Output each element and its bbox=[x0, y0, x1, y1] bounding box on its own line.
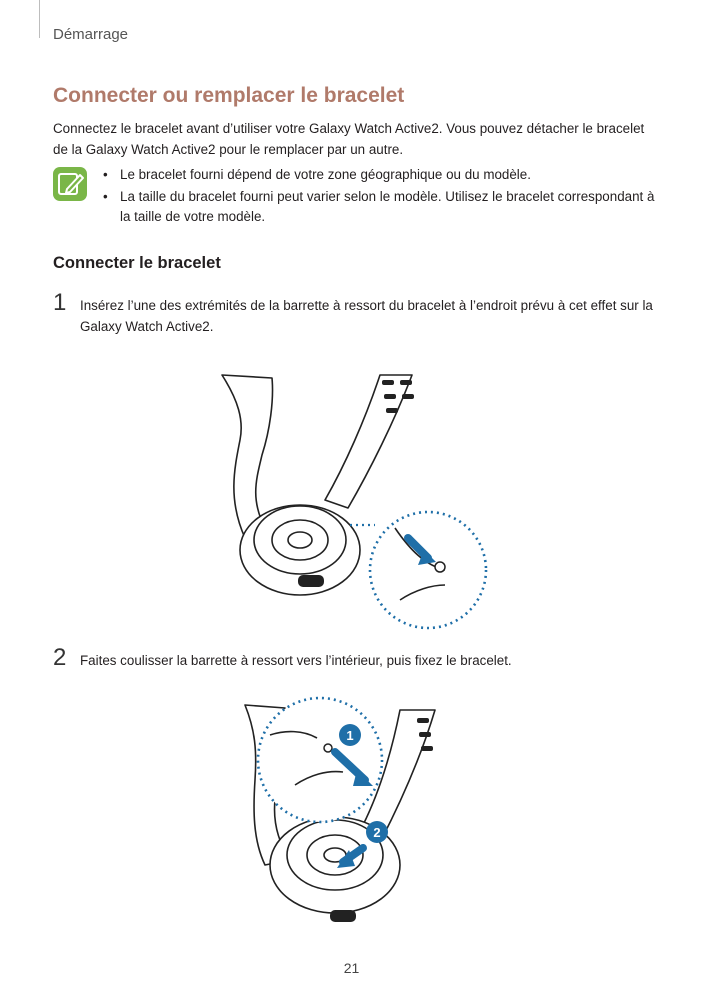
callout-1: 1 bbox=[346, 728, 354, 743]
note-list bbox=[100, 165, 660, 229]
figure-insert-spring-bar bbox=[200, 360, 500, 630]
note-item bbox=[100, 187, 660, 227]
section-name: Démarrage bbox=[53, 26, 129, 43]
note-item bbox=[100, 165, 660, 185]
step-2-text: Faites coulisser la barrette à ressort vers l’intérieur, puis fixez le bracelet. bbox=[80, 653, 512, 668]
step-1-number: 1 bbox=[53, 289, 67, 316]
page-number: 21 bbox=[343, 960, 360, 976]
intro-paragraph: Connectez le bracelet avant d’utiliser votre Galaxy Watch Active2. Vous pouvez détacher le bracelet de la Galaxy Watch Active2 pour le remplacer par un autre. bbox=[53, 121, 645, 157]
figure-slide-and-attach bbox=[225, 690, 485, 930]
step-2-number: 2 bbox=[53, 644, 67, 671]
bullet: • bbox=[103, 167, 108, 182]
page-title: Connecter ou remplacer le bracelet bbox=[53, 84, 405, 107]
note-text: La taille du bracelet fourni peut varier selon le modèle. Utilisez le bracelet correspondant à la taille de votre modèle. bbox=[120, 189, 655, 224]
step-1-text: Insérez l’une des extrémités de la barrette à ressort du bracelet à l’endroit prévu à cet effet sur la Galaxy Watch Active2. bbox=[80, 298, 653, 334]
bullet: • bbox=[103, 189, 108, 204]
header-rule bbox=[39, 0, 40, 38]
note-pencil-icon bbox=[53, 167, 87, 201]
callout-2: 2 bbox=[373, 825, 381, 840]
section-heading: Connecter le bracelet bbox=[53, 254, 221, 272]
note-text: Le bracelet fourni dépend de votre zone géographique ou du modèle. bbox=[120, 167, 531, 182]
